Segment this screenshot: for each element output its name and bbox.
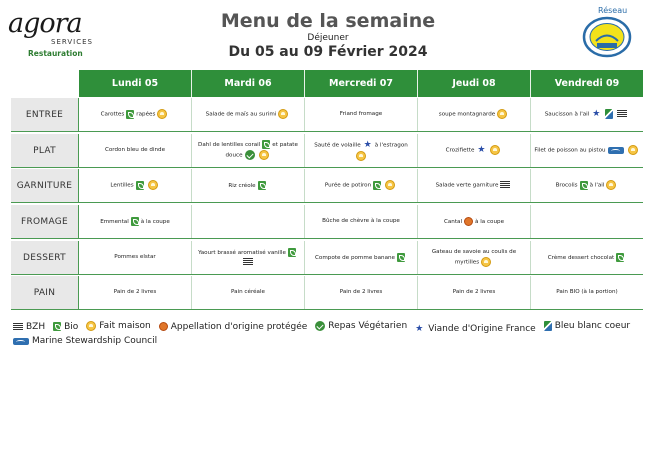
- menu-row: [11, 205, 643, 239]
- dish: [114, 253, 155, 262]
- dish: [195, 248, 301, 268]
- bio-leaf-icon: [126, 110, 134, 119]
- vegetarian-icon: [245, 150, 255, 160]
- dish-name: Brocolis: [555, 182, 578, 189]
- dish-name-suffix: et patate douce: [225, 142, 298, 159]
- day-header: Mercredi 07: [305, 70, 418, 97]
- menu-cell: [531, 276, 643, 309]
- vegetarian-icon: [315, 321, 325, 331]
- dish-name: Gateau de savoie au coulis de myrtilles: [431, 248, 517, 266]
- menu-cell: [418, 98, 531, 131]
- dish: [453, 288, 496, 297]
- reseau-label: Réseau: [598, 6, 628, 15]
- dish-name: Yaourt brassé aromatisé vanille: [198, 249, 286, 256]
- legend-label: Marine Stewardship Council: [32, 336, 158, 346]
- menu-cell: [531, 98, 643, 131]
- legend-label: Viande d'Origine France: [428, 324, 536, 334]
- menu-row: [11, 241, 643, 275]
- dish: [114, 288, 157, 297]
- dish-name: Pommes elstar: [114, 254, 156, 260]
- menu-cell: [531, 205, 643, 238]
- menu-row: [11, 169, 643, 203]
- legend-item: [413, 323, 536, 335]
- fait-maison-icon: [497, 109, 507, 119]
- bio-leaf-icon: [373, 181, 381, 190]
- bzh-flag-icon: [13, 323, 23, 331]
- legend-label: Repas Végétarien: [328, 321, 408, 331]
- dish-name: Cantal: [443, 218, 463, 225]
- fait-maison-icon: [157, 109, 167, 119]
- menu-cell: [418, 276, 531, 309]
- menu-cell: [192, 276, 305, 309]
- menu-cell: [192, 98, 305, 131]
- viande-france-icon: ★: [592, 109, 601, 120]
- day-header-row: [79, 70, 643, 97]
- title-block: [200, 10, 456, 61]
- dish: [195, 140, 301, 161]
- legend: [11, 320, 643, 349]
- day-header: Jeudi 08: [418, 70, 531, 97]
- fait-maison-icon: [259, 150, 269, 160]
- row-label: DESSERT: [11, 241, 79, 274]
- dish: [322, 217, 400, 226]
- day-header: Vendredi 09: [554, 78, 620, 89]
- dish-name: Filet de poisson au pistou: [534, 147, 606, 154]
- agora-logo: [8, 8, 93, 58]
- meal-subtitle: Déjeuner: [307, 33, 349, 43]
- logo-services: SERVICES: [51, 38, 93, 46]
- dish: [231, 288, 265, 297]
- dish: [110, 180, 159, 191]
- bretagne-seal-icon: [580, 16, 634, 58]
- bzh-flag-icon: [617, 110, 627, 118]
- dish-name: Riz créole: [228, 182, 256, 189]
- row-label: PLAT: [11, 134, 79, 167]
- menu-cell: [418, 169, 531, 202]
- row-label: PAIN: [11, 276, 79, 309]
- fait-maison-icon: [86, 321, 96, 331]
- row-label: FROMAGE: [11, 205, 79, 238]
- dish-name: Pain de 2 livres: [339, 289, 383, 295]
- dish: [545, 109, 630, 120]
- menu-cell: [418, 205, 531, 238]
- viande-france-icon: ★: [415, 324, 424, 334]
- menu-cell: [192, 134, 305, 167]
- menu-cell: [305, 98, 418, 131]
- dish-name: Crozifiette: [445, 147, 475, 154]
- dish-name: Friand fromage: [339, 111, 383, 117]
- legend-item: [51, 321, 78, 333]
- menu-cell: [192, 169, 305, 202]
- dish-name: Saucisson à l'ail: [544, 111, 590, 118]
- menu-cell: [531, 169, 643, 202]
- dish: [421, 248, 527, 268]
- menu-cell: [305, 205, 418, 238]
- dish: [308, 140, 414, 161]
- dish: [101, 109, 170, 120]
- dish-name: Lentilles: [110, 182, 134, 189]
- dish-name: Cordon bleu de dinde: [104, 147, 166, 153]
- menu-cell: [79, 98, 192, 131]
- menu-row: [11, 134, 643, 168]
- fait-maison-icon: [356, 151, 366, 161]
- menu-cell: [305, 169, 418, 202]
- bio-leaf-icon: [53, 322, 61, 331]
- dish-name: Pain de 2 livres: [452, 289, 496, 295]
- menu-cell: [418, 134, 531, 167]
- bleu-blanc-coeur-icon: [544, 321, 552, 331]
- aop-seal-icon: [464, 217, 473, 226]
- fait-maison-icon: [148, 180, 158, 190]
- bio-leaf-icon: [136, 181, 144, 190]
- legend-label: Fait maison: [99, 321, 151, 331]
- dish-name-suffix: à la coupe: [140, 218, 170, 225]
- bio-leaf-icon: [616, 253, 624, 262]
- row-label: ENTREE: [11, 98, 79, 131]
- dish-name: Purée de potiron: [324, 182, 372, 189]
- fait-maison-icon: [481, 257, 491, 267]
- legend-label: Bio: [64, 321, 79, 332]
- menu-cell: [305, 134, 418, 167]
- fait-maison-icon: [628, 145, 638, 155]
- legend-label: Bleu blanc coeur: [554, 321, 631, 331]
- fait-maison-icon: [385, 180, 395, 190]
- day-header: Lundi 05: [79, 70, 192, 97]
- fait-maison-icon: [278, 109, 288, 119]
- dish: [206, 109, 291, 120]
- legend-label: BZH: [26, 322, 46, 332]
- menu-cell: [192, 205, 305, 238]
- menu-row: [11, 276, 643, 310]
- menu-row: [11, 98, 643, 132]
- dish-name-suffix: à l'estragon: [374, 142, 408, 149]
- logo-restauration: Restauration: [28, 49, 83, 58]
- dish: [444, 217, 504, 227]
- dish-name: soupe montagnarde: [438, 111, 496, 118]
- dish: [325, 180, 397, 191]
- dish-name: Dahl de lentilles corail: [198, 142, 261, 149]
- dish: [105, 146, 165, 155]
- menu-cell: [531, 134, 643, 167]
- dish-name: Carottes: [100, 111, 125, 118]
- dish: [556, 180, 619, 191]
- dish-name: Bûche de chèvre à la coupe: [322, 218, 400, 224]
- dish-name: Pain BIO (à la portion): [556, 289, 618, 295]
- day-header: Mardi 06: [192, 70, 305, 97]
- menu-cell: [79, 169, 192, 202]
- fait-maison-icon: [606, 180, 616, 190]
- legend-item: [11, 321, 45, 333]
- legend-item: [542, 320, 630, 332]
- viande-france-icon: ★: [477, 145, 486, 156]
- dish-name: Emmental: [100, 218, 129, 225]
- bio-leaf-icon: [397, 253, 405, 262]
- msc-fish-icon: [608, 147, 624, 154]
- viande-france-icon: ★: [363, 140, 372, 150]
- dish: [315, 253, 407, 263]
- menu-cell: [305, 276, 418, 309]
- dish: [548, 253, 626, 263]
- dish-name-suffix: à la coupe: [475, 218, 505, 225]
- date-range: Du 05 au 09 Février 2024: [228, 44, 428, 60]
- msc-fish-icon: [13, 338, 29, 345]
- menu-cell: [79, 205, 192, 238]
- dish-name-suffix: rapées: [136, 111, 156, 118]
- menu-cell: [305, 241, 418, 274]
- menu-cell: [192, 241, 305, 274]
- legend-label: Appellation d'origine protégée: [170, 321, 308, 332]
- legend-item: [11, 335, 157, 347]
- dish: [439, 109, 509, 120]
- dish-name: Pain de 2 livres: [113, 289, 157, 295]
- menu-cell: [531, 241, 643, 274]
- bleu-blanc-coeur-icon: [605, 109, 613, 119]
- page-title: Menu de la semaine: [220, 10, 436, 32]
- dish: [340, 110, 382, 119]
- dish: [446, 145, 503, 156]
- logo-word: agora: [8, 8, 82, 39]
- dish: [340, 288, 383, 297]
- menu-cell: [79, 276, 192, 309]
- dish: [100, 217, 170, 227]
- dish-name: Salade de maïs au surimi: [205, 111, 277, 118]
- reseau-produit-en-bretagne-logo: [580, 6, 634, 58]
- menu-cell: [79, 241, 192, 274]
- dish: [534, 145, 639, 156]
- bio-leaf-icon: [288, 248, 296, 257]
- bzh-flag-icon: [243, 258, 253, 266]
- legend-item: [313, 320, 407, 332]
- dish-name: Pain céréale: [231, 289, 265, 295]
- dish-name: Sauté de volaille: [314, 142, 361, 149]
- bzh-flag-icon: [500, 181, 510, 189]
- dish-name: Crème dessert chocolat: [547, 254, 615, 261]
- menu-cell: [79, 134, 192, 167]
- bio-leaf-icon: [131, 217, 139, 226]
- dish-name-suffix: à l'ail: [589, 182, 605, 189]
- dish: [228, 181, 267, 191]
- dish-name: Salade verte garniture: [435, 182, 499, 189]
- aop-seal-icon: [159, 322, 168, 331]
- dish-name: Compote de pomme banane: [315, 254, 395, 261]
- dish: [436, 181, 513, 191]
- row-label: GARNITURE: [11, 169, 79, 202]
- bio-leaf-icon: [580, 181, 588, 190]
- bio-leaf-icon: [258, 181, 266, 190]
- dish: [556, 288, 617, 297]
- fait-maison-icon: [490, 145, 500, 155]
- menu-cell: [418, 241, 531, 274]
- legend-item: [157, 321, 308, 333]
- bio-leaf-icon: [262, 140, 270, 149]
- legend-item: [84, 320, 150, 332]
